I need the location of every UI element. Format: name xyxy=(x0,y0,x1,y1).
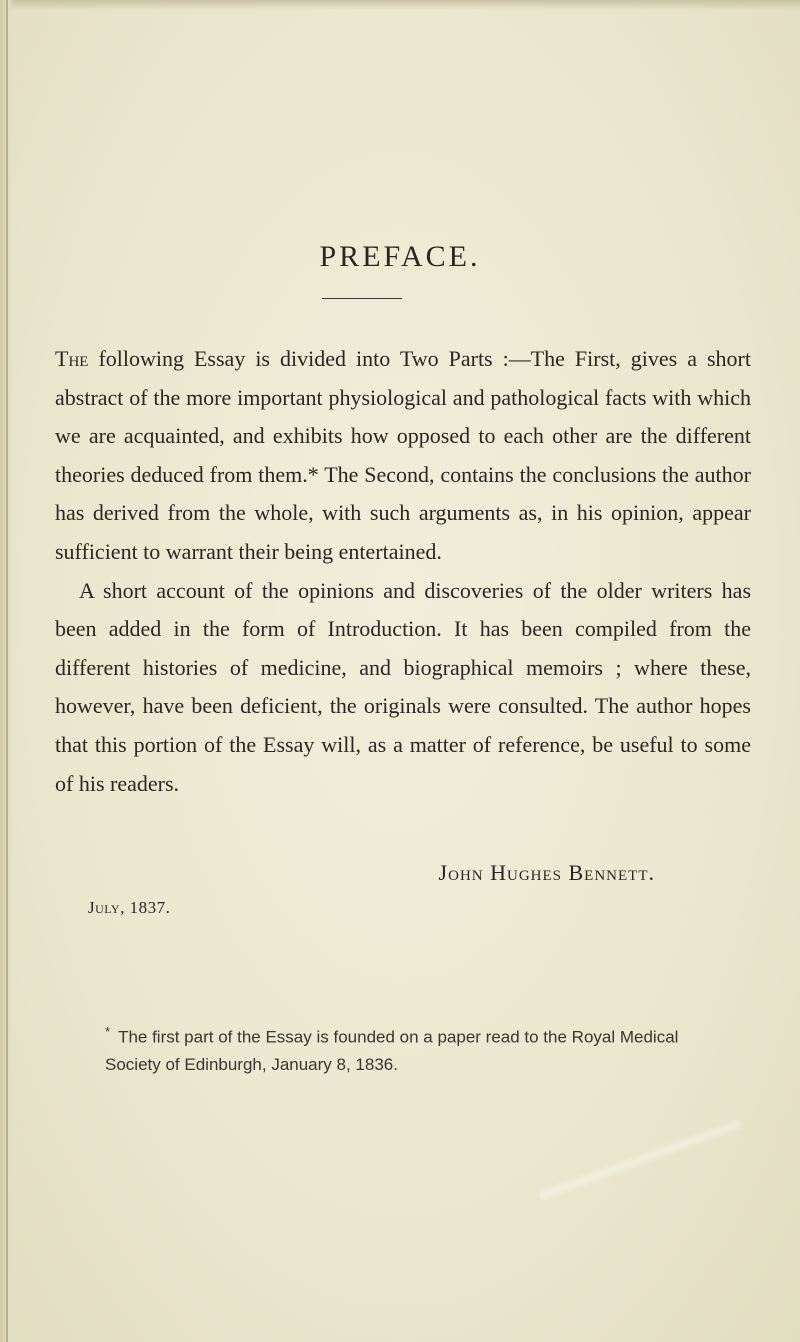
footnote-line xyxy=(85,1018,725,1078)
paragraph-1-text: following Essay is divided into Two Parts :—The First, gives a short abstract of the more important physiological and pathological facts with which we are acquainted, and exhibits how opposed to each other are the different theories deduced from them.* The Second, contains the conclusions the author has derived from the whole, with such arguments as, in his opinion, appear sufficient to warrant their being entertained. xyxy=(55,346,751,564)
paragraph-1 xyxy=(55,340,751,572)
paragraph-2: A short account of the opinions and discoveries of the older writers has been added in the form of Introduction. It has been compiled from the different histories of medicine, and biographical memoirs ; where these, however, have been deficient, the originals were consulted. The author hopes that this portion of the Essay will, as a matter of reference, be useful to some of his readers. xyxy=(55,577,751,796)
paper-fold-highlight xyxy=(540,1120,740,1200)
title-divider xyxy=(322,298,402,299)
footnote xyxy=(85,1018,725,1078)
paragraph-1-lead-word: The xyxy=(55,346,89,371)
page-binding-line xyxy=(6,0,8,1342)
author-signature: John Hughes Bennett. xyxy=(438,860,655,885)
preface-body xyxy=(55,340,751,803)
page-top-shadow xyxy=(0,0,800,10)
footnote-text: The first part of the Essay is founded on a paper read to the Royal Medical Society of Edinburgh, January 8, 1836. xyxy=(105,1027,679,1074)
footnote-marker: * xyxy=(105,1024,111,1039)
preface-date: July, 1837. xyxy=(88,898,171,917)
page-title: PREFACE. xyxy=(319,240,481,273)
